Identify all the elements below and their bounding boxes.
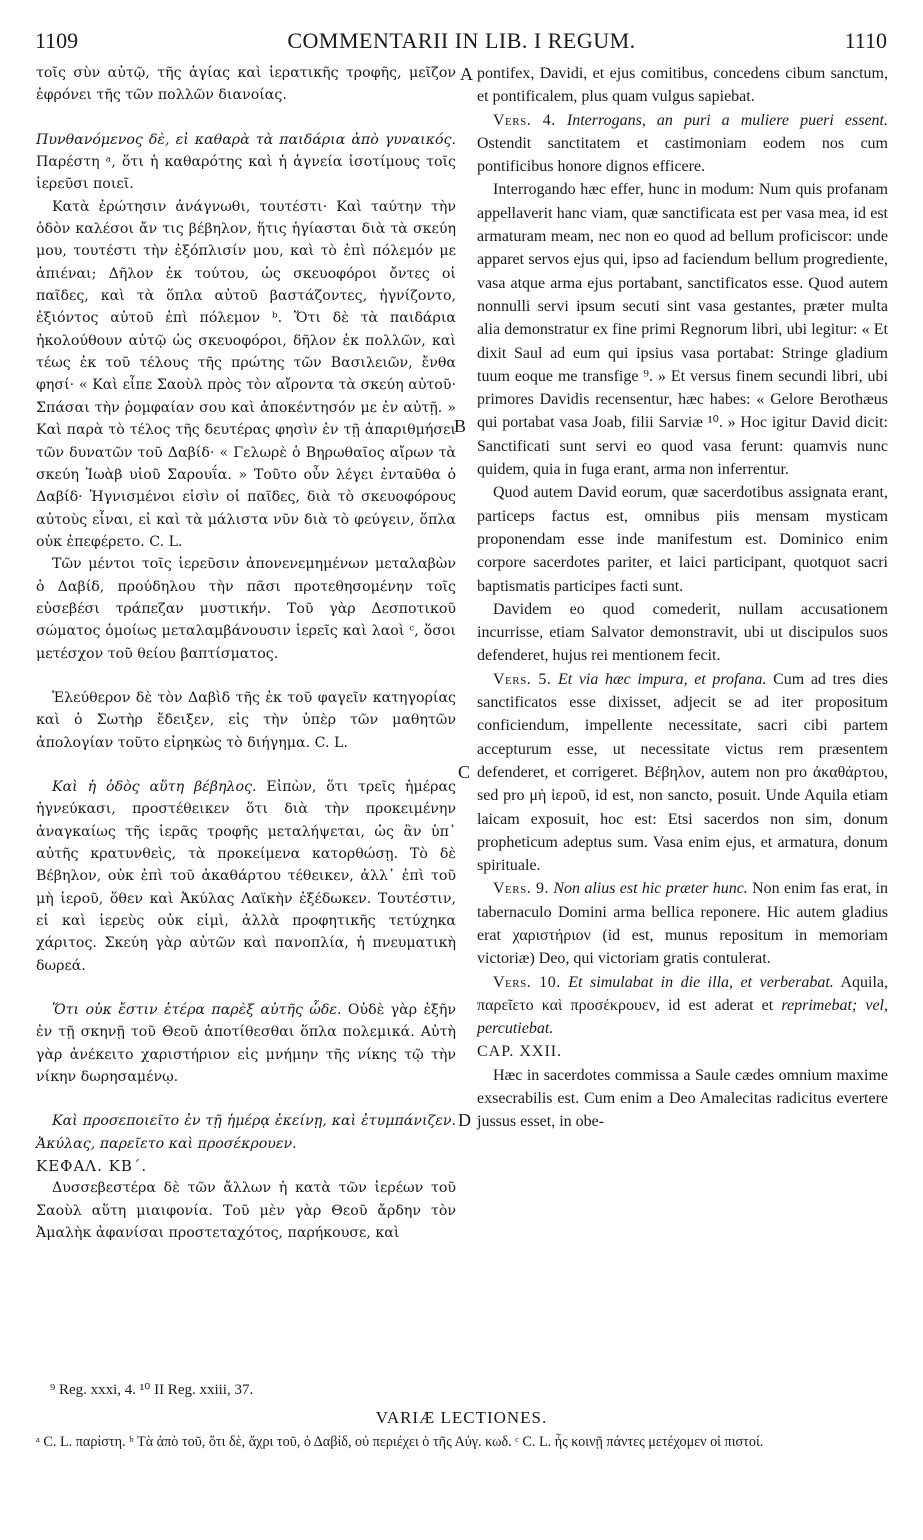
latin-lemma: Interrogans, an puri a muliere pueri essent.	[566, 111, 888, 129]
latin-text: Non enim fas erat, in tabernaculo Domini arma bellica reponere. Hic autem gladius erat χαριστήριον (id est, munus repositum in memoriam victoriæ) Deo, qui victoriam gratis contulerat.	[477, 880, 888, 968]
greek-lemma: Ὅτι οὐκ ἔστιν ἑτέρα παρὲξ αὐτῆς ὧδε.	[52, 1002, 342, 1019]
margin-marker-a: A	[460, 64, 473, 84]
greek-text: Ἀκύλας, παρεῖετο καὶ προσέκρουεν.	[36, 1135, 297, 1152]
latin-lemma: reprimebat; vel, percutiebat.	[477, 996, 888, 1038]
greek-lemma: Πυνθανόμενος δὲ, εἰ καθαρὰ τὰ παιδάρια ἀπὸ γυναικός.	[36, 131, 456, 148]
latin-paragraph: Interrogando hæc effer, hunc in modum: Num quis profanam appellaverit hanc viam, quæ sanctificata est per vasa mea, id est armaturam meam, nec non eo quod ad bellum proficiscor: unde apparet servos ejus qui, ipso ad faciendum bellum progrediente, vasa atque arma ejus portabant, sanctificatos esse. Quod autem nonnulli servi ipsum secuti sint vasa gestantes, præter multa alia demonstratur ex fine primi Regnorum libri, ubi legitur: « Et dixit Saul ad eum qui ipsius vasa portabat: Stringe gladium tuum eoque me transfige ⁹. » Et versus finem secundi libri, ubi primores Davidis recensentur, hæc habes: « Gelore Berothæus qui portabat vasa Joab, filii Sarviæ ¹⁰. » Hoc igitur David dicit: Sanctificati sunt servi eo quod vasa ferunt: quamvis nunc quidem, quia in fuga erant, arma non inferrentur.	[477, 181, 888, 479]
margin-marker-c: C	[458, 762, 471, 782]
greek-lemma: Καὶ προσεποιεῖτο ἐν τῇ ἡμέρᾳ ἐκείνῃ, καὶ ἐτυμπάνιζεν.	[52, 1113, 456, 1130]
verse-number: Vers. 9.	[493, 880, 550, 898]
latin-paragraph	[477, 877, 888, 970]
footnotes: ⁹ Reg. xxxi, 4. ¹⁰ II Reg. xxiii, 37.	[50, 1382, 254, 1398]
latin-paragraph	[477, 668, 888, 878]
page-number-left: 1109	[35, 28, 79, 53]
greek-column	[36, 62, 456, 1245]
latin-paragraph: pontifex, Davidi, et ejus comitibus, concedens cibum sanctum, et pontificalem, plus quam vulgus sapiebat.	[477, 65, 888, 106]
greek-paragraph: τοῖς σὺν αὐτῷ, τῆς ἁγίας καὶ ἱερατικῆς τροφῆς, μεῖζον ἐφρόνει τῆς τῶν πολλῶν διανοίας.	[36, 65, 456, 104]
margin-marker-d: D	[458, 1110, 471, 1130]
greek-paragraph	[36, 776, 456, 977]
verse-number: Vers. 4.	[493, 111, 556, 129]
greek-paragraph: Κατὰ ἐρώτησιν ἀνάγνωθι, τουτέστι· Καὶ ταύτην τὴν ὁδὸν καλέσοι ἄν τις βέβηλον, ἥτις ἡγίασται διὰ τὰ σκεύη μου, τουτέστι τὴν ἐξόπλισίν μου, καὶ τὸ ἐπὶ πόλεμόν με ἀπιέναι; Δῆλον ἐκ τούτου, ὡς σκευοφόροι ὄντες οἱ παῖδες, καὶ τὰ ὅπλα αὐτοῦ βαστάζοντες, ἡγνίζοντο, ἐξιόντος αὐτοῦ ἐπὶ πόλεμον ᵇ. Ὅτι δὲ τὰ παιδάρια ἠκολούθουν αὐτῷ ὡς σκευοφόροι, δῆλον ἐκ πολλῶν, καὶ τέως ἐκ τοῦ τέλους τῆς πρώτης τῶν Βασιλειῶν, ἔνθα φησί· « Καὶ εἶπε Σαοὺλ πρὸς τὸν αἴροντα τὰ σκεύη αὐτοῦ· Σπάσαι τὴν ῥομφαίαν σου καὶ ἀποκέντησόν με ἐν αὐτῇ. » Καὶ παρὰ τὸ τέλος τῆς δευτέρας φησὶν ἐν τῇ ἀπαριθμήσει τῶν δυνατῶν τοῦ Δαβίδ· « Γελωρὲ ὁ Βηρωθαῖος αἴρων τὰ σκεύη Ἰωὰβ υἱοῦ Σαρουΐα. » Τοῦτο οὖν λέγει ἐνταῦθα ὁ Δαβίδ· Ἡγνισμένοι εἰσὶν οἱ παῖδες, διὰ τὸ σκευοφόρους αὐτοὺς εἶναι, εἰ καὶ τὰ μάλιστα νῦν διὰ τὸ φεύγειν, ὅπλα οὐκ ἐπεφέρετο. C. L.	[36, 198, 456, 550]
verse-number: Vers. 10.	[493, 973, 561, 991]
latin-lemma: Non alius est hic præter hunc.	[553, 880, 748, 898]
variae-lectiones-text: ᵃ C. L. παρίστη. ᵇ Τὰ ἀπὸ τοῦ, ὅτι δὲ, ἄχρι τοῦ, ὁ Δαβίδ, οὐ περιέχει ὁ τῆς Αὐγ. κωδ. ᶜ C. L. ἧς κοινῇ πάντες μετέχομεν οἱ πιστοί.	[36, 1434, 764, 1450]
variae-lectiones-title: VARIÆ LECTIONES.	[375, 1408, 548, 1427]
latin-lemma: Et via hæc impura, et profana.	[557, 670, 767, 688]
greek-paragraph	[36, 1110, 456, 1155]
chapter-heading-greek: ΚΕΦΑΛ. ΚΒ΄.	[36, 1157, 148, 1176]
latin-paragraph: Quod autem David eorum, quæ sacerdotibus assignata erant, particeps factus est, omnibus piis mensam mysticam proponendam esse inde manifestum est. Dominico enim corpore sacerdotes pariter, et laici participant, quotquot sacri baptismatis participes facti sunt.	[477, 484, 888, 595]
latin-paragraph: Hæc in sacerdotes commissa a Saule cædes omnium maxime exsecrabilis est. Cum enim a Deo Amalecitas radicitus evertere jussus esset, in obe-	[477, 1066, 888, 1131]
margin-marker-b: B	[454, 416, 467, 436]
latin-paragraph: Davidem eo quod comederit, nullam accusationem incurrisse, etiam Salvator demonstravit, ubi ut discipulos suos defenderet, hujus rei mentionem fecit.	[477, 600, 888, 665]
greek-lemma: Καὶ ἡ ὁδὸς αὕτη βέβηλος.	[52, 778, 257, 795]
greek-paragraph: Δυσσεβεστέρα δὲ τῶν ἄλλων ἡ κατὰ τῶν ἱερέων τοῦ Σαοὺλ αὕτη μιαιφονία. Τοῦ μὲν γὰρ Θεοῦ ἄρδην τὸν Ἀμαλὴκ ἀφανίσαι προστεταχότος, παρήκουσε, καὶ	[36, 1180, 456, 1242]
latin-column	[477, 62, 888, 1134]
greek-text: Οὐδὲ γὰρ ἐξῆν ἐν τῇ σκηνῇ τοῦ Θεοῦ ἀποτίθεσθαι ὅπλα πολεμικά. Αὐτὴ γὰρ ἀνέκειτο χαριστήριον εἰς μνήμην τῆς νίκης τῷ τὴν νίκην δωρησαμένῳ.	[36, 1002, 456, 1086]
greek-text: Εἰπὼν, ὅτι τρεῖς ἡμέρας ἡγνεύκασι, προστέθεικεν ὅτι διὰ τὴν προκειμένην ἀναγκαίως τῆς ἱερᾶς τροφῆς μεταλήψεται, ὡς ἂν ὑπ᾽ αὐτῆς κρατυνθεὶς, τὰ προκείμενα κατορθώσῃ. Τὸ δὲ Βέβηλον, οὐκ ἐπὶ τοῦ ἀκαθάρτου τέθεικεν, ἀλλ᾽ ἐπὶ τοῦ μὴ ἱεροῦ, ὅθεν καὶ Ἀκύλας Λαϊκὴν ἐξέδωκεν. Τουτέστιν, εἰ καὶ ἱερεὺς οὐκ εἰμὶ, ἀλλὰ προφητικῆς τετύχηκα χάριτος. Σκεύη γὰρ αὐτῶν καὶ πανοπλία, ἡ πνευματικὴ δωρεά.	[36, 778, 456, 974]
latin-lemma: Et simulabat in die illa, et verberabat.	[568, 973, 834, 991]
latin-text: Aquila, παρεῖετο καὶ προσέκρουεν, id est aderat et	[477, 973, 888, 1014]
greek-text: Παρέστη ᵃ, ὅτι ἡ καθαρότης καὶ ἡ ἁγνεία ἰσοτίμους τοῖς ἱερεῦσι ποιεῖ.	[36, 154, 456, 193]
verse-number: Vers. 5.	[493, 670, 552, 688]
page-header	[0, 26, 923, 60]
greek-paragraph: Ἐλεύθερον δὲ τὸν Δαβὶδ τῆς ἐκ τοῦ φαγεῖν κατηγορίας καὶ ὁ Σωτὴρ ἔδειξεν, εἰς τὴν ὑπὲρ τῶν μαθητῶν ἀπολογίαν τοῦτο εἰρηκὼς τὸ διήγημα. C. L.	[36, 689, 456, 751]
page-number-right: 1110	[844, 28, 887, 53]
greek-paragraph: Τῶν μέντοι τοῖς ἱερεῦσιν ἀπονενεμημένων μεταλαβὼν ὁ Δαβίδ, προύδηλου τὴν πᾶσι προτεθησομένην τοῖς εὐσεβέσι τράπεζαν μυστικήν. Τοῦ γὰρ Δεσποτικοῦ σώματος ὁμοίως μεταλαμβάνουσιν ἱερεῖς καὶ λαοὶ ᶜ, ὅσοι μετέσχον τοῦ θείου βαπτίσματος.	[36, 556, 456, 662]
running-title: COMMENTARII IN LIB. I REGUM.	[287, 28, 636, 53]
greek-paragraph	[36, 999, 456, 1088]
latin-paragraph	[477, 971, 888, 1041]
latin-text: Cum ad tres dies sanctificatos esse dixisset, adjecit se ad iter propositum conficiendum, impellente necessitate, sacri cibi partem accepturum esse, ut necessitate victus rem præsentem defenderet, et corrigeret. Βέβηλον, autem non pro ἀκαθάρτου, sed pro μὴ ἱεροῦ, id est, non sancto, posuit. Unde Aquila etiam laicam exposuit, hoc est: Etsi sacerdos non sim, donum propheticum adeptus sum. Vasa enim ejus, et armatura, donum spirituale.	[477, 670, 889, 875]
chapter-heading-latin: CAP. XXII.	[477, 1043, 563, 1061]
latin-paragraph	[477, 109, 888, 179]
greek-paragraph	[36, 129, 456, 196]
latin-text: Ostendit sanctitatem et castimoniam eodem nos cum pontificibus honore dignos efficere.	[477, 134, 888, 176]
